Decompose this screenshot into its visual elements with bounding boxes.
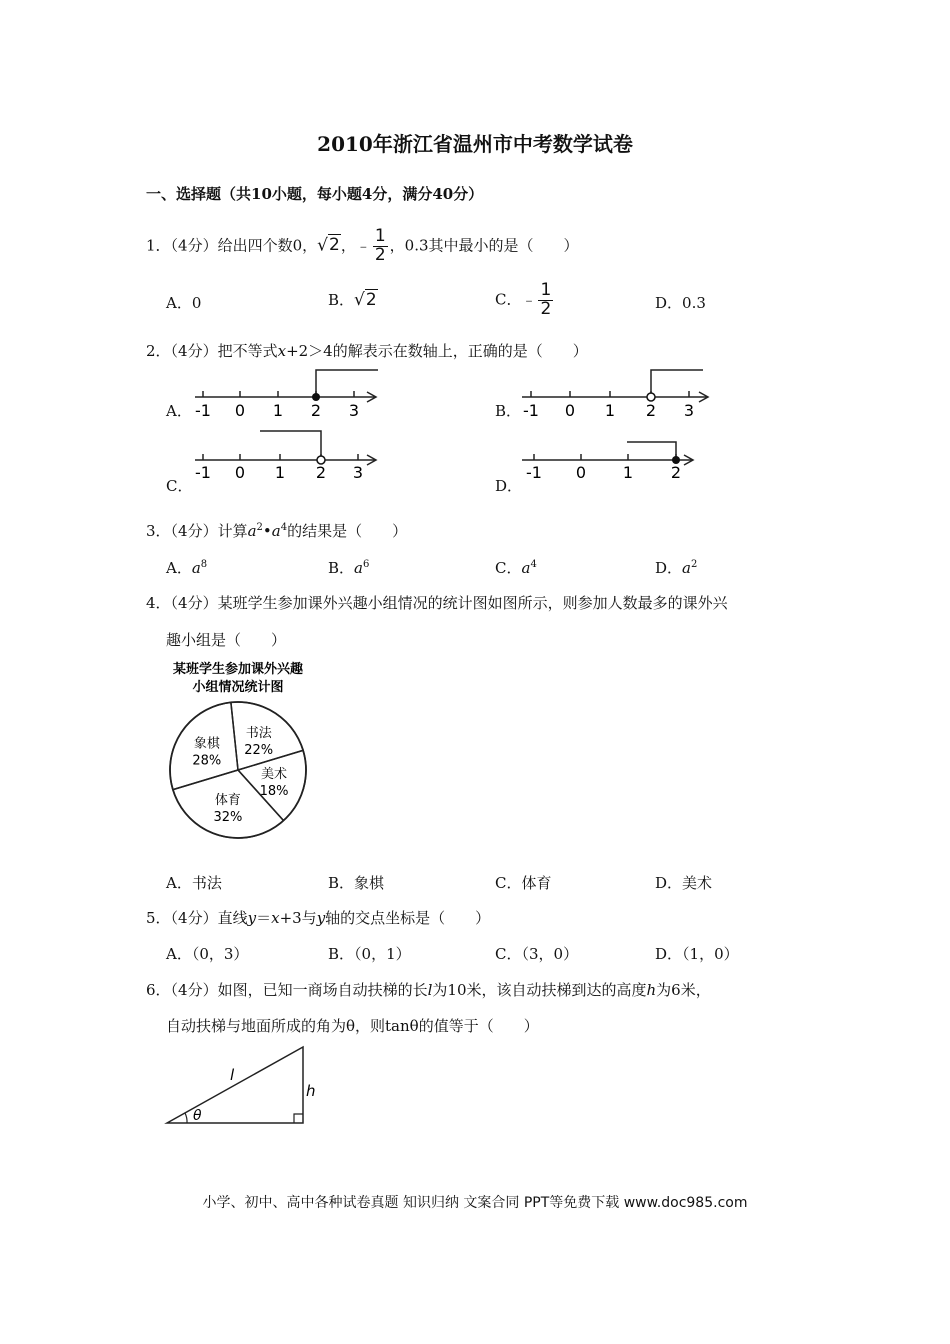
q2-number-line-a [190, 362, 390, 422]
q1-text-pre: 1．（4分）给出四个数0， [146, 236, 318, 255]
q2-option-c-label: C． [166, 477, 193, 495]
q1-fraction: $\frac{1}{2}$ [374, 226, 386, 265]
q2-number-line-d [517, 430, 707, 485]
label-l: l [230, 1066, 235, 1084]
sqrt-symbol: √2 [317, 235, 340, 256]
q5-option-d: D．（1，0） [655, 945, 739, 963]
tick-label: 2 [670, 463, 682, 482]
q4-option-b: B．象棋 [328, 874, 385, 892]
q4-option-c: C．体育 [495, 874, 552, 892]
tick-label: 2 [645, 401, 657, 420]
tick-label: 3 [683, 401, 695, 420]
q5-option-a: A．（0，3） [166, 945, 249, 963]
q3-option-b: B．$a^6$ [328, 559, 370, 577]
q1-text-post: ，0.3其中最小的是（ ） [389, 236, 579, 255]
q4-option-a: A．书法 [166, 874, 222, 892]
question-3: 3．（4分）计算$a^2•a^4$的结果是（ ） [146, 522, 408, 540]
pie-label: 美术 [261, 767, 288, 783]
pie-label: 象棋 [193, 736, 220, 752]
q2-option-a-label: A． [166, 402, 192, 420]
q2-number-line-b [517, 362, 717, 422]
tick-label: 3 [352, 463, 364, 482]
question-5: 5．（4分）直线y＝x+3与y轴的交点坐标是（ ） [146, 909, 491, 927]
escalator-triangle-figure [160, 1040, 320, 1130]
page-title: 2010年浙江省温州市中考数学试卷 [317, 132, 633, 156]
tick-label: -1 [195, 401, 211, 420]
q1-option-b: B．√2 [328, 290, 377, 310]
tick-label: 1 [274, 463, 286, 482]
tick-label: 1 [272, 401, 284, 420]
q2-option-d-label: D． [495, 477, 523, 495]
chart-title-line1: 某班学生参加课外兴趣 [172, 662, 304, 677]
q1-option-d: D．0.3 [655, 294, 706, 312]
question-6-line1: 6．（4分）如图，已知一商场自动扶梯的长l为10米，该自动扶梯到达的高度h为6米， [146, 981, 711, 999]
tick-label: 2 [310, 401, 322, 420]
pie-value-label: 32% [213, 810, 243, 826]
page-footer: 小学、初中、高中各种试卷真题 知识归纳 文案合同 PPT等免费下载 www.doc985.com [202, 1195, 748, 1211]
tick-label: 2 [315, 463, 327, 482]
pie-value-label: 18% [259, 784, 289, 800]
chart-title-line2: 小组情况统计图 [192, 680, 284, 695]
section-heading: 一、选择题（共10小题，每小题4分，满分40分） [146, 185, 484, 203]
tick-label: -1 [526, 463, 542, 482]
pie-value-label: 22% [244, 742, 274, 758]
pie-label: 体育 [214, 793, 241, 809]
tick-label: 0 [564, 401, 576, 420]
q3-option-a: A．$a^8$ [166, 559, 208, 577]
q3-option-c: C．$a^4$ [495, 559, 537, 577]
pie-label: 书法 [245, 725, 272, 741]
question-4-line1: 4．（4分）某班学生参加课外兴趣小组情况的统计图如图所示，则参加人数最多的课外兴 [146, 594, 728, 612]
q2-option-b-label: B． [495, 402, 522, 420]
q1-option-a: A．0 [166, 294, 202, 312]
q5-option-c: C．（3，0） [495, 945, 579, 963]
question-2: 2．（4分）把不等式x+2＞4的解表示在数轴上，正确的是（ ） [146, 342, 588, 360]
tick-label: 1 [604, 401, 616, 420]
question-4-line2: 趣小组是（ ） [166, 631, 287, 649]
tick-label: 0 [575, 463, 587, 482]
pie-chart [160, 658, 320, 848]
q4-option-d: D．美术 [655, 874, 713, 892]
q1-option-c: C．﹣ $\frac{1}{2}$ [495, 280, 552, 319]
question-1 [146, 228, 579, 265]
tick-label: 0 [234, 463, 246, 482]
tick-label: -1 [195, 463, 211, 482]
tick-label: -1 [523, 401, 539, 420]
tick-label: 3 [348, 401, 360, 420]
label-theta: θ [193, 1108, 202, 1124]
tick-label: 0 [234, 401, 246, 420]
q3-option-d: D．$a^2$ [655, 559, 698, 577]
pie-value-label: 28% [192, 753, 222, 769]
question-6-line2: 自动扶梯与地面所成的角为θ，则tanθ的值等于（ ） [166, 1017, 539, 1035]
q1-text-mid: ，﹣ [340, 236, 371, 255]
q2-number-line-c [190, 425, 390, 485]
q5-option-b: B．（0，1） [328, 945, 411, 963]
tick-label: 1 [622, 463, 634, 482]
label-h: h [306, 1082, 316, 1100]
